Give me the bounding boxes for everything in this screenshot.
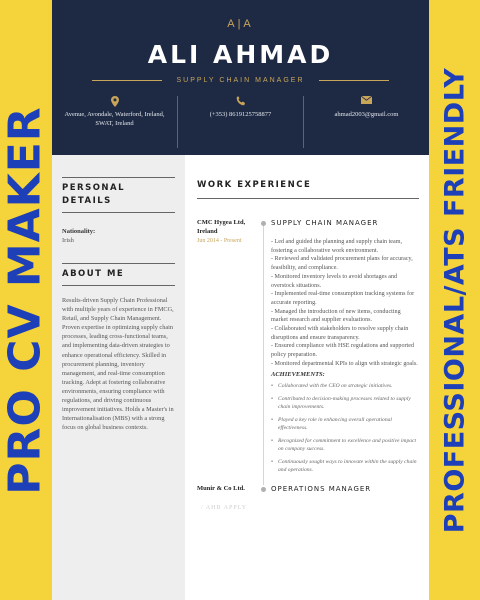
left-column <box>52 155 185 600</box>
personal-details-title: PERSONAL DETAILS <box>62 183 126 206</box>
job-content <box>263 485 419 494</box>
section-rule <box>62 212 175 213</box>
left-banner <box>0 0 50 600</box>
section-rule <box>197 198 419 199</box>
contact-email <box>304 96 429 148</box>
achievement-item: • Collaborated with the CEO on strategic initiatives. <box>271 382 419 390</box>
contact-address <box>52 96 177 148</box>
about-me-title: ABOUT ME <box>62 269 125 279</box>
email-text: ahmad2003@gmail.com <box>334 111 399 118</box>
cv-body <box>52 155 429 600</box>
timeline-dot <box>261 487 266 492</box>
title-rule-right <box>319 80 389 81</box>
location-pin-icon <box>111 96 119 110</box>
nationality-value: Irish <box>62 237 74 244</box>
job-entry <box>197 219 419 479</box>
job-role: OPERATIONS MANAGER <box>271 484 372 493</box>
achievement-item: • Recognized for commitment to excellence and positive impact on company success. <box>271 437 419 453</box>
achievement-item: • Played a key role in enhancing overall operational effectiveness. <box>271 416 419 432</box>
candidate-name: ALI AHMAD <box>147 40 334 69</box>
monogram: A|A <box>227 18 254 30</box>
left-banner-text: PRO CV MAKER <box>0 105 51 495</box>
achievement-item: • Contributed to decision-making processes related to supply chain improvements. <box>271 395 419 411</box>
achievements-label: ACHIEVEMENTS: <box>271 370 325 378</box>
job-entry <box>197 485 419 494</box>
right-banner <box>430 0 480 600</box>
contact-row <box>52 96 429 148</box>
achievements-list <box>271 382 419 474</box>
achievement-item: • Continuously sought ways to innovate within the supply chain and operations. <box>271 458 419 474</box>
phone-text: (+353) 8619125758877 <box>209 111 272 118</box>
phone-icon <box>236 96 245 110</box>
nationality-label: Nationality: <box>62 228 96 235</box>
work-experience-header <box>197 179 419 199</box>
timeline-dot <box>261 221 266 226</box>
job-content <box>263 219 419 479</box>
nationality-block <box>62 227 175 245</box>
section-rule <box>62 285 175 286</box>
job-company: Munir & Co Ltd. <box>197 484 245 492</box>
job-role: SUPPLY CHAIN MANAGER <box>271 219 379 227</box>
about-me-text: Results-driven Supply Chain Professional with multiple years of experience in FMCG, Retail, and Supply Chain Management. Proven expertise in optimizing supply chain processes, leading cross-functional teams, and implementing data-driven strategies to enhance operational efficiency. Skilled in procurement planning, inventory management, and real-time consumption tracking. Adept at fostering collaborative environments, ensuring compliance with regulations, and driving continuous improvement initiatives. Holds a Master's in Internationalisation (MBS) with a strong focus on global business contexts. <box>62 297 174 432</box>
contact-phone <box>178 96 303 148</box>
watermark: / AHB APPLY <box>201 505 248 511</box>
work-experience-title: WORK EXPERIENCE <box>197 180 312 190</box>
cv-sheet <box>52 0 429 600</box>
header-job-title: SUPPLY CHAIN MANAGER <box>176 77 305 84</box>
right-column <box>185 155 429 600</box>
address-text: Avenue, Avondale, Waterford, Ireland, SWAT, Ireland <box>64 111 165 127</box>
job-dates: Jun 2014 - Present <box>197 238 242 244</box>
cv-header <box>52 0 429 155</box>
job-meta <box>197 485 263 494</box>
timeline-line <box>263 223 264 485</box>
envelope-icon <box>361 96 372 110</box>
job-company: CMC Hygea Ltd, Ireland <box>197 219 246 235</box>
job-meta <box>197 219 263 479</box>
job-duties: - Led and guided the planning and supply chain team, fostering a collaborative work environment. - Reviewed and validated procurement plans for accuracy, feasibility, and compliance. - Monitored inventory levels to avoid shortages and overstock situations. - Implemented real-time consumption tracking systems for accurate reporting. - Managed the introduction of new items, conducting market research and supplier evaluations. - Collaborated with stakeholders to resolve supply chain disruptions and ensure transparency. - Ensured compliance with HSE regulations and supported policy preparation. - Monitored departmental KPIs to align with strategic goals. <box>271 239 418 367</box>
right-banner-text: PROFESSIONAL/ATS FRIENDLY <box>439 67 471 533</box>
job-title-row <box>92 74 389 88</box>
title-rule-left <box>92 80 162 81</box>
